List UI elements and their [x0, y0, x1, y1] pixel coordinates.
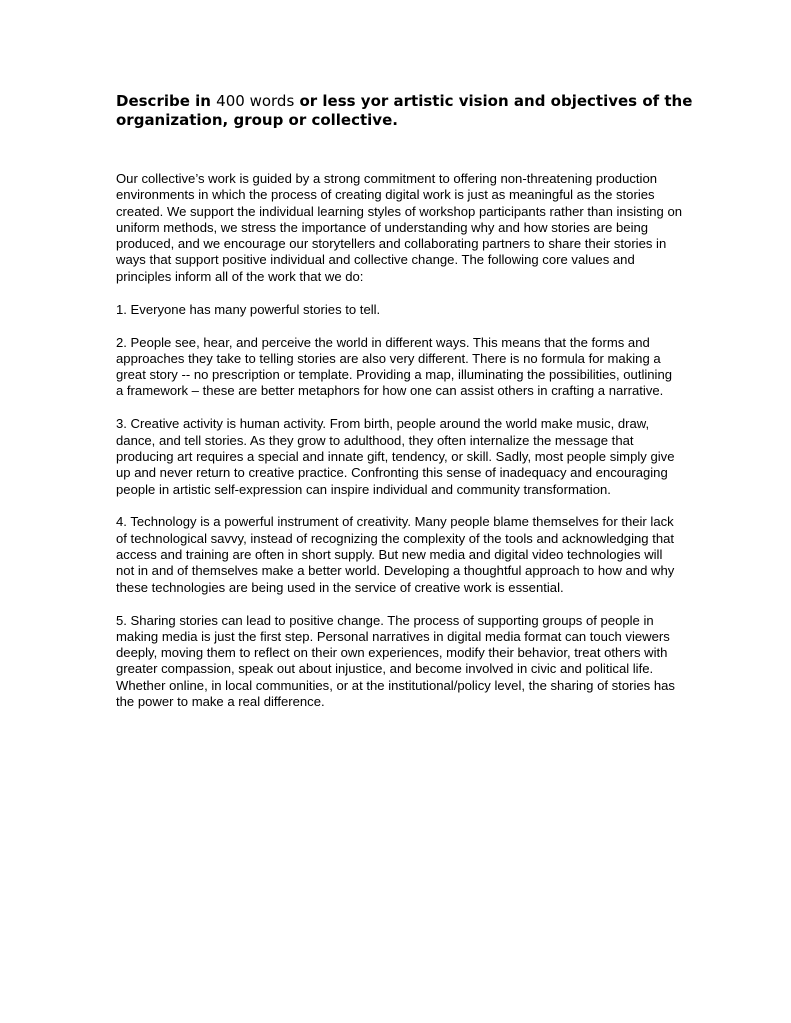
principle-2-paragraph: 2. People see, hear, and perceive the world in different ways. This means that the forms and approaches they take to telling stories are also very different. There is no formula for making a great story -- no prescription or template. Providing a map, illuminating the possibilities, outlining a framework – these are better metaphors for how one can assist others in crafting a narrative.: [116, 334, 673, 399]
principle-3-paragraph: 3. Creative activity is human activity. From birth, people around the world make music, draw, dance, and tell stories. As they grow to adulthood, they often internalize the message that producing art requires a special and innate gift, tendency, or skill. Sadly, most people simply give up and never return to creative practice. Confronting this sense of inadequacy and encouraging people in artistic self-expression can inspire individual and community transformation.: [116, 416, 675, 497]
intro-paragraph: Our collective’s work is guided by a strong commitment to offering non-threatening production environments in which the process of creating digital work is just as meaningful as the stories created. We support the individual learning styles of workshop participants rather than insisting on uniform methods, we stress the importance of understanding why and how stories are being produced, and we encourage our storytellers and collaborating partners to share their stories in ways that support positive individual and collective change. The following core values and principles inform all of the work that we do:: [116, 171, 683, 284]
heading-word-limit: 400 words: [216, 92, 295, 110]
principle-1-paragraph: 1. Everyone has many powerful stories to tell.: [116, 301, 381, 317]
principle-4-paragraph: 4. Technology is a powerful instrument of creativity. Many people blame themselves for their lack of technological savvy, instead of recognizing the complexity of the tools and acknowledging that access and training are often in short supply. But new media and digital video technologies will not in and of themselves make a better world. Developing a thoughtful approach to how and why these technologies are being used in the service of creative work is essential.: [116, 514, 675, 595]
answer-body: [116, 171, 682, 727]
heading-part-1: Describe in: [116, 92, 217, 110]
heading-part-3: or less yor artistic vision and objectives of the organization, group or collective.: [116, 92, 693, 129]
question-heading: [116, 92, 696, 130]
principle-5-paragraph: 5. Sharing stories can lead to positive change. The process of supporting groups of people in making media is just the first step. Personal narratives in digital media format can touch viewers deeply, moving them to reflect on their own experiences, modify their behavior, treat others with greater compassion, speak out about injustice, and become involved in civic and political life. Whether online, in local communities, or at the institutional/policy level, the sharing of stories has the power to make a real difference.: [116, 612, 675, 709]
